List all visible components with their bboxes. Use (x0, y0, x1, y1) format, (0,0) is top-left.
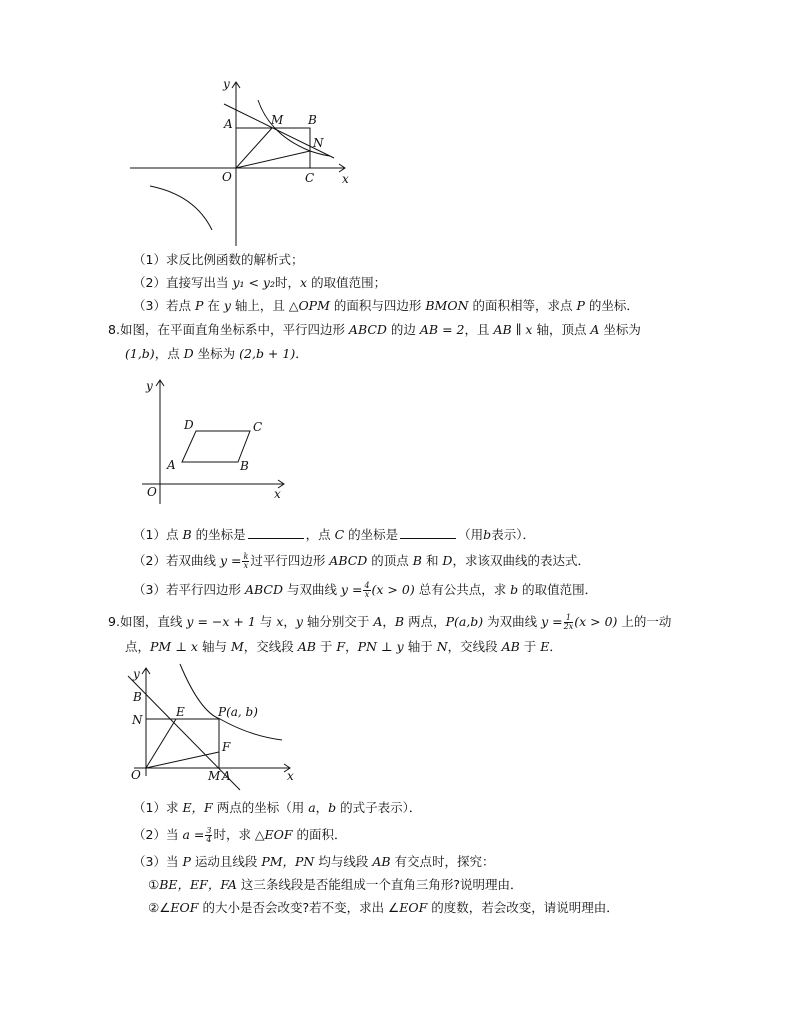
q9-label-P: P(a, b) (218, 705, 258, 719)
q7-label-A: A (224, 117, 233, 131)
q9-x-arrow (284, 764, 290, 772)
q7-label-B: B (308, 113, 317, 127)
q8-x-arrow (278, 480, 284, 488)
q7-label-M: M (271, 113, 284, 127)
q9-label-A: A (222, 769, 231, 783)
q9-label-y: y (133, 667, 140, 681)
q8-part2: （2）若双曲线 y = $\frac{k}{x}$ 过平行四边形 ABCD 的顶点 B 和 D，求该双曲线的表达式． (133, 552, 590, 570)
q7-label-y: y (223, 77, 230, 91)
q7-label-x: x (342, 172, 349, 186)
q8-label-y: y (146, 379, 153, 393)
q7-part3: （3）若点 P 在 y 轴上，且 △OPM 的面积与四边形 BMON 的面积相等，求点 P 的坐标． (133, 298, 639, 313)
q9-part2: （2）当 a = $\frac{3}{4}$ 时，求 △EOF 的面积． (133, 826, 347, 844)
q7-label-C: C (305, 171, 315, 185)
q9-segment-OF (146, 752, 219, 768)
fraction-k-over-x: $\frac{k}{x}$ (243, 552, 249, 570)
fraction-4-over-x: $\frac{4}{x}$ (364, 581, 370, 599)
q7-part2: （2）直接写出当 y₁ < y₂时，x 的取值范围； (133, 275, 387, 290)
q8-label-O: O (147, 485, 157, 499)
q9-label-B: B (133, 690, 142, 704)
q9-part3: （3）当 P 运动且线段 PM，PN 均与线段 AB 有交点时，探究： (133, 854, 495, 869)
q7-hyperbola-left (150, 186, 212, 230)
q9-part1: （1）求 E，F 两点的坐标（用 a，b 的式子表示）． (133, 800, 422, 815)
q8-label-x: x (274, 487, 281, 501)
q8-y-arrow (156, 380, 164, 386)
q9-label-E: E (176, 705, 185, 719)
q9-line-AB (128, 676, 240, 790)
q8-label-C: C (253, 420, 263, 434)
q8-part3: （3）若平行四边形 ABCD 与双曲线 y = $\frac{4}{x}$ (x > 0) 总有公共点，求 b 的取值范围． (133, 581, 598, 599)
q9-label-M: M (208, 769, 221, 783)
q9-stem-line2: 点，PM ⊥ x 轴与 M，交线段 AB 于 F，PN ⊥ y 轴于 N，交线段 AB 于 E． (125, 639, 562, 654)
q7-y-arrow (232, 82, 240, 88)
q7-label-O: O (222, 170, 232, 184)
q8-label-A: A (167, 458, 176, 472)
q9-part3-sub2: ②∠EOF 的大小是否会改变?若不变，求出 ∠EOF 的度数，若会改变，请说明理由． (148, 900, 619, 915)
q9-label-O: O (131, 768, 141, 782)
q8-stem-line1: 8.如图，在平面直角坐标系中，平行四边形 ABCD 的边 AB = 2，且 AB ∥ x 轴，顶点 A 坐标为 (108, 322, 641, 337)
q8-label-B: B (240, 459, 249, 473)
q7-segment-OM (236, 128, 272, 168)
q7-x-arrow (339, 164, 345, 172)
q9-stem-line1: 9.如图，直线 y = −x + 1 与 x，y 轴分别交于 A，B 两点，P(a,b) 为双曲线 y = $\frac{1}{2x}$ (x > 0) 上的一动 (108, 613, 672, 631)
fraction-1-over-2x: $\frac{1}{2x}$ (563, 613, 574, 631)
q7-line-y1 (224, 104, 334, 158)
q9-label-N: N (132, 713, 143, 727)
q7-rectangle-AOCB (236, 128, 310, 168)
q8-stem-line2: (1,b)，点 D 坐标为 (2,b + 1)． (125, 346, 308, 361)
q9-part3-sub1: ①BE，EF，FA 这三条线段是否能组成一个直角三角形?说明理由． (148, 877, 523, 892)
q7-hyperbola-right (258, 100, 330, 156)
q8-parallelogram-ABCD (182, 431, 250, 462)
q9-label-F: F (222, 740, 231, 754)
answer-blank-C[interactable] (400, 526, 456, 539)
q7-segment-ON (236, 151, 310, 168)
q9-y-arrow (142, 668, 150, 674)
q7-label-N: N (313, 136, 324, 150)
q9-hyperbola (180, 664, 282, 740)
q9-segment-OE (146, 719, 176, 768)
q9-label-x: x (287, 769, 294, 783)
q8-part1: （1）点 B 的坐标是 ，点 C 的坐标是 （用b表示）． (133, 527, 535, 542)
q7-part1: （1）求反比例函数的解析式； (133, 252, 304, 267)
fraction-3-over-4: $\frac{3}{4}$ (206, 826, 212, 844)
q8-label-D: D (184, 418, 194, 432)
answer-blank-B[interactable] (248, 526, 304, 539)
